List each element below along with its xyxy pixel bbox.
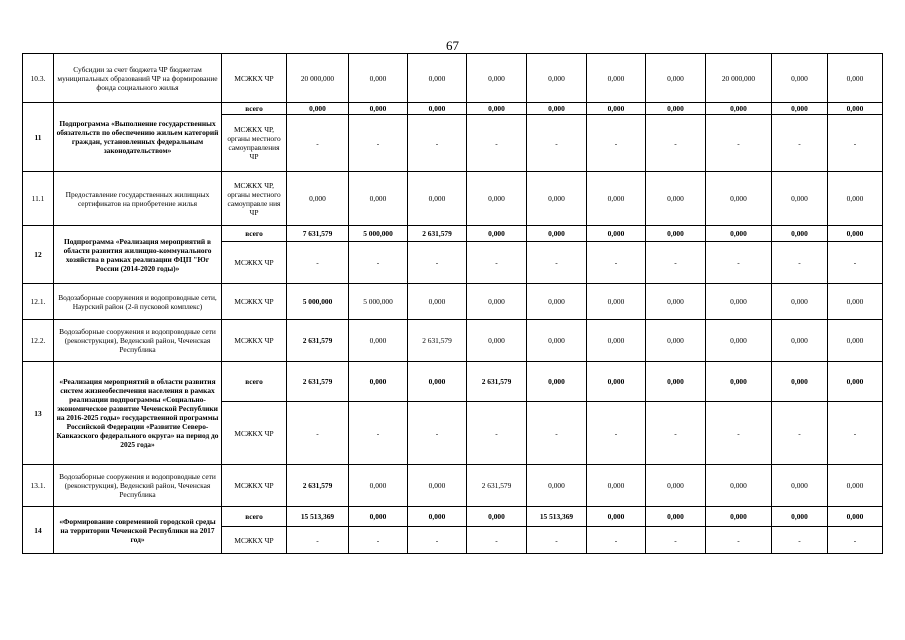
row-executor: МСЖКХ ЧР, органы местного самоуправления ЧР bbox=[222, 115, 287, 172]
amount-cell: 0,000 bbox=[646, 320, 706, 362]
budget-table bbox=[22, 53, 883, 554]
amount-cell: 0,000 bbox=[467, 284, 527, 320]
amount-cell: - bbox=[467, 527, 527, 554]
row-description: Подпрограмма «Выполнение государственных обязательств по обеспечению жильем категорий граждан, установленных федеральным законодательством» bbox=[54, 103, 222, 172]
amount-cell: 0,000 bbox=[527, 54, 587, 103]
amount-cell: 0,000 bbox=[349, 320, 408, 362]
amount-cell: 2 631,579 bbox=[408, 226, 467, 242]
row-description: Субсидии за счет бюджета ЧР бюджетам муниципальных образований ЧР на формирование фонда социального жилья bbox=[54, 54, 222, 103]
amount-cell: 0,000 bbox=[706, 226, 772, 242]
amount-cell: 2 631,579 bbox=[467, 465, 527, 507]
amount-cell: - bbox=[587, 242, 646, 284]
amount-cell: 0,000 bbox=[772, 320, 828, 362]
amount-cell: - bbox=[527, 402, 587, 465]
amount-cell: 0,000 bbox=[828, 465, 883, 507]
amount-cell: 0,000 bbox=[828, 103, 883, 115]
amount-cell: 0,000 bbox=[828, 507, 883, 527]
amount-cell: - bbox=[587, 527, 646, 554]
amount-cell: - bbox=[408, 527, 467, 554]
table-row bbox=[23, 226, 883, 242]
amount-cell: 0,000 bbox=[408, 284, 467, 320]
amount-cell: 0,000 bbox=[706, 507, 772, 527]
row-number: 13 bbox=[23, 362, 54, 465]
amount-cell: 5 000,000 bbox=[349, 226, 408, 242]
table-row bbox=[23, 362, 883, 402]
amount-cell: 0,000 bbox=[587, 226, 646, 242]
amount-cell: 15 513,369 bbox=[527, 507, 587, 527]
amount-cell: 0,000 bbox=[349, 362, 408, 402]
amount-cell: - bbox=[772, 115, 828, 172]
amount-cell: 0,000 bbox=[587, 320, 646, 362]
amount-cell: 0,000 bbox=[828, 284, 883, 320]
amount-cell: - bbox=[772, 242, 828, 284]
table-row bbox=[23, 507, 883, 527]
amount-cell: - bbox=[467, 115, 527, 172]
row-description: Водозаборные сооружения и водопроводные сети (реконструкция), Веденский район, Чеченская Республика bbox=[54, 320, 222, 362]
row-executor: всего bbox=[222, 226, 287, 242]
amount-cell: - bbox=[527, 527, 587, 554]
row-executor: МСЖКХ ЧР bbox=[222, 527, 287, 554]
row-number: 10.3. bbox=[23, 54, 54, 103]
row-description: Водозаборные сооружения и водопроводные сети (реконструкция), Веденский район, Чеченская Республика bbox=[54, 465, 222, 507]
amount-cell: - bbox=[646, 527, 706, 554]
amount-cell: - bbox=[287, 527, 349, 554]
amount-cell: 0,000 bbox=[527, 465, 587, 507]
amount-cell: 0,000 bbox=[408, 507, 467, 527]
row-executor: МСЖКХ ЧР bbox=[222, 284, 287, 320]
amount-cell: 0,000 bbox=[408, 103, 467, 115]
row-executor: всего bbox=[222, 362, 287, 402]
amount-cell: 0,000 bbox=[408, 362, 467, 402]
amount-cell: 0,000 bbox=[349, 507, 408, 527]
amount-cell: 0,000 bbox=[828, 320, 883, 362]
row-executor: всего bbox=[222, 507, 287, 527]
amount-cell: 0,000 bbox=[587, 465, 646, 507]
amount-cell: 5 000,000 bbox=[349, 284, 408, 320]
amount-cell: 0,000 bbox=[706, 103, 772, 115]
row-description: «Реализация мероприятий в области развития систем жизнеобеспечения населения в рамках реализации подпрограммы «Социально-экономическое развитие Чеченской Республики на 2016-2025 годы» государственной программы Российской Федерации «Развитие Северо-Кавказского федерального округа» на период до 2025 года» bbox=[54, 362, 222, 465]
amount-cell: 0,000 bbox=[467, 103, 527, 115]
page-number: 67 bbox=[446, 38, 459, 53]
row-executor: МСЖКХ ЧР bbox=[222, 320, 287, 362]
amount-cell: 0,000 bbox=[772, 226, 828, 242]
table-row bbox=[23, 103, 883, 115]
amount-cell: 0,000 bbox=[772, 362, 828, 402]
row-executor: МСЖКХ ЧР bbox=[222, 54, 287, 103]
amount-cell: 0,000 bbox=[646, 103, 706, 115]
amount-cell: - bbox=[287, 242, 349, 284]
amount-cell: 20 000,000 bbox=[706, 54, 772, 103]
row-number: 12.1. bbox=[23, 284, 54, 320]
amount-cell: 0,000 bbox=[772, 103, 828, 115]
amount-cell: - bbox=[646, 402, 706, 465]
amount-cell: - bbox=[828, 402, 883, 465]
amount-cell: - bbox=[828, 115, 883, 172]
amount-cell: - bbox=[706, 527, 772, 554]
row-description: Водозаборные сооружения и водопроводные сети, Наурский район (2-й пусковой комплекс) bbox=[54, 284, 222, 320]
amount-cell: 0,000 bbox=[828, 172, 883, 226]
amount-cell: - bbox=[408, 402, 467, 465]
row-executor: МСЖКХ ЧР bbox=[222, 465, 287, 507]
amount-cell: - bbox=[706, 402, 772, 465]
amount-cell: - bbox=[646, 242, 706, 284]
amount-cell: 0,000 bbox=[408, 54, 467, 103]
amount-cell: 0,000 bbox=[587, 507, 646, 527]
amount-cell: - bbox=[706, 115, 772, 172]
amount-cell: 0,000 bbox=[527, 103, 587, 115]
amount-cell: 0,000 bbox=[408, 465, 467, 507]
amount-cell: - bbox=[772, 527, 828, 554]
amount-cell: 0,000 bbox=[527, 226, 587, 242]
amount-cell: 0,000 bbox=[467, 172, 527, 226]
amount-cell: 0,000 bbox=[587, 54, 646, 103]
amount-cell: 0,000 bbox=[587, 172, 646, 226]
amount-cell: 2 631,579 bbox=[408, 320, 467, 362]
amount-cell: 0,000 bbox=[706, 320, 772, 362]
amount-cell: 0,000 bbox=[408, 172, 467, 226]
amount-cell: - bbox=[349, 242, 408, 284]
amount-cell: 0,000 bbox=[587, 362, 646, 402]
amount-cell: 2 631,579 bbox=[287, 362, 349, 402]
amount-cell: - bbox=[706, 242, 772, 284]
amount-cell: 0,000 bbox=[467, 54, 527, 103]
row-number: 11 bbox=[23, 103, 54, 172]
row-number: 14 bbox=[23, 507, 54, 554]
amount-cell: 5 000,000 bbox=[287, 284, 349, 320]
amount-cell: 0,000 bbox=[772, 284, 828, 320]
amount-cell: 0,000 bbox=[587, 284, 646, 320]
amount-cell: - bbox=[408, 115, 467, 172]
row-executor: всего bbox=[222, 103, 287, 115]
amount-cell: 0,000 bbox=[772, 465, 828, 507]
amount-cell: 0,000 bbox=[287, 103, 349, 115]
amount-cell: 0,000 bbox=[527, 362, 587, 402]
amount-cell: - bbox=[287, 402, 349, 465]
amount-cell: 0,000 bbox=[349, 172, 408, 226]
amount-cell: - bbox=[467, 242, 527, 284]
table-row bbox=[23, 320, 883, 362]
amount-cell: 0,000 bbox=[646, 507, 706, 527]
row-number: 13.1. bbox=[23, 465, 54, 507]
amount-cell: 0,000 bbox=[828, 226, 883, 242]
table-row bbox=[23, 465, 883, 507]
amount-cell: 2 631,579 bbox=[287, 320, 349, 362]
table-row bbox=[23, 284, 883, 320]
amount-cell: - bbox=[287, 115, 349, 172]
row-number: 12 bbox=[23, 226, 54, 284]
amount-cell: 0,000 bbox=[772, 507, 828, 527]
row-description: Предоставление государственных жилищных сертификатов на приобретение жилья bbox=[54, 172, 222, 226]
amount-cell: - bbox=[828, 527, 883, 554]
amount-cell: 2 631,579 bbox=[287, 465, 349, 507]
table-row bbox=[23, 172, 883, 226]
amount-cell: - bbox=[349, 115, 408, 172]
amount-cell: 0,000 bbox=[349, 103, 408, 115]
amount-cell: - bbox=[349, 527, 408, 554]
amount-cell: 0,000 bbox=[828, 54, 883, 103]
row-description: Подпрограмма «Реализация мероприятий в области развития жилищно-коммунального хозяйства в рамках реализации ФЦП "Юг России (2014-2020 годы)» bbox=[54, 226, 222, 284]
amount-cell: 0,000 bbox=[646, 284, 706, 320]
amount-cell: - bbox=[828, 242, 883, 284]
amount-cell: 0,000 bbox=[467, 507, 527, 527]
amount-cell: 0,000 bbox=[772, 172, 828, 226]
amount-cell: 0,000 bbox=[349, 54, 408, 103]
row-number: 12.2. bbox=[23, 320, 54, 362]
amount-cell: 0,000 bbox=[772, 54, 828, 103]
amount-cell: 0,000 bbox=[706, 172, 772, 226]
amount-cell: 0,000 bbox=[828, 362, 883, 402]
amount-cell: 0,000 bbox=[349, 465, 408, 507]
amount-cell: 0,000 bbox=[706, 284, 772, 320]
amount-cell: 7 631,579 bbox=[287, 226, 349, 242]
amount-cell: - bbox=[527, 242, 587, 284]
amount-cell: 0,000 bbox=[706, 362, 772, 402]
amount-cell: 0,000 bbox=[527, 172, 587, 226]
amount-cell: 0,000 bbox=[646, 226, 706, 242]
row-executor: МСЖКХ ЧР bbox=[222, 242, 287, 284]
amount-cell: 15 513,369 bbox=[287, 507, 349, 527]
amount-cell: 0,000 bbox=[467, 320, 527, 362]
amount-cell: - bbox=[646, 115, 706, 172]
amount-cell: 0,000 bbox=[706, 465, 772, 507]
amount-cell: 0,000 bbox=[527, 284, 587, 320]
row-executor: МСЖКХ ЧР, органы местного самоуправле ния ЧР bbox=[222, 172, 287, 226]
amount-cell: 0,000 bbox=[646, 362, 706, 402]
row-description: «Формирование современной городской среды на территории Чеченской Республики на 2017 год» bbox=[54, 507, 222, 554]
amount-cell: 0,000 bbox=[646, 465, 706, 507]
amount-cell: 0,000 bbox=[646, 54, 706, 103]
amount-cell: - bbox=[467, 402, 527, 465]
amount-cell: 20 000,000 bbox=[287, 54, 349, 103]
amount-cell: - bbox=[772, 402, 828, 465]
amount-cell: 0,000 bbox=[287, 172, 349, 226]
amount-cell: - bbox=[587, 402, 646, 465]
amount-cell: 2 631,579 bbox=[467, 362, 527, 402]
amount-cell: 0,000 bbox=[587, 103, 646, 115]
table-row bbox=[23, 54, 883, 103]
row-executor: МСЖКХ ЧР bbox=[222, 402, 287, 465]
amount-cell: 0,000 bbox=[527, 320, 587, 362]
amount-cell: - bbox=[587, 115, 646, 172]
amount-cell: - bbox=[408, 242, 467, 284]
amount-cell: 0,000 bbox=[467, 226, 527, 242]
amount-cell: - bbox=[527, 115, 587, 172]
row-number: 11.1 bbox=[23, 172, 54, 226]
amount-cell: 0,000 bbox=[646, 172, 706, 226]
amount-cell: - bbox=[349, 402, 408, 465]
